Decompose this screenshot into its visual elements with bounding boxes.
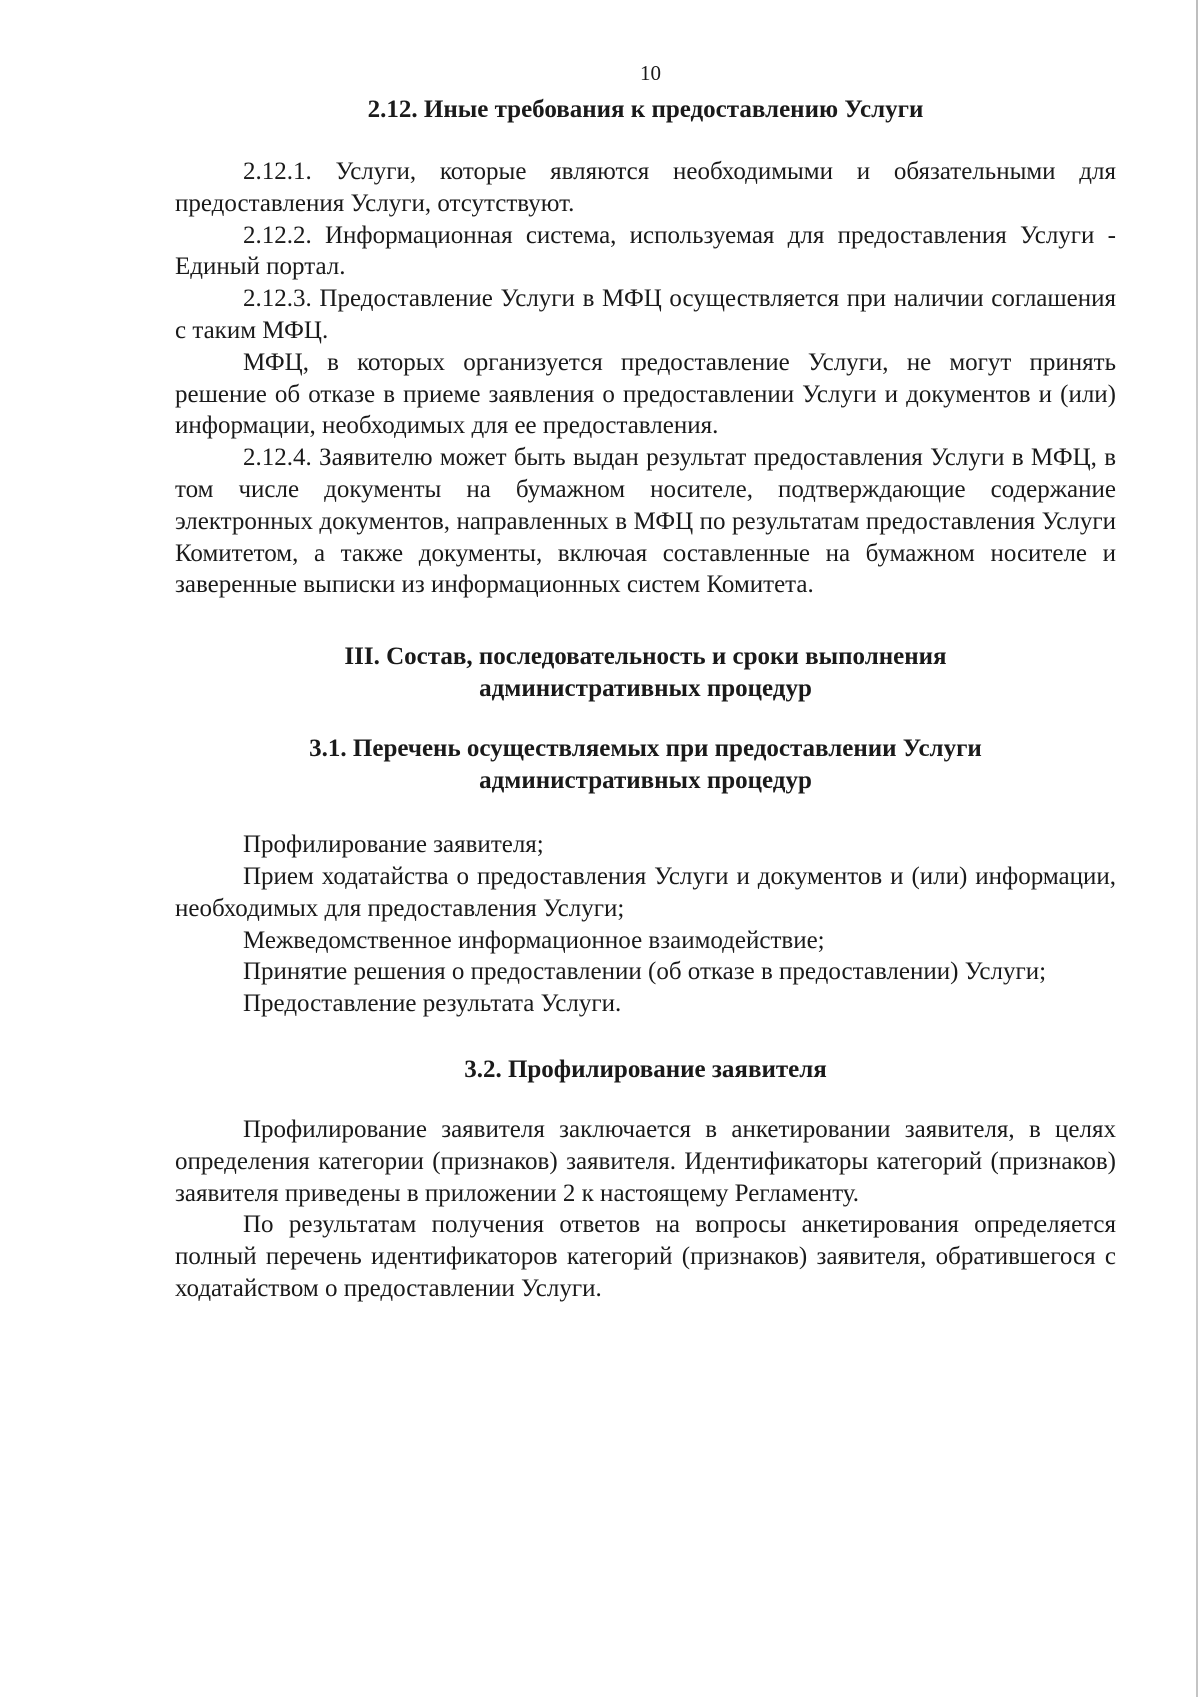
procedure-list-item: Прием ходатайства о предоставления Услуги и документов и (или) информации, необходимых для предоставления Услуги; xyxy=(175,862,1116,922)
procedure-list-item: Профилирование заявителя; xyxy=(243,831,544,859)
section-3-1-heading xyxy=(175,733,1116,797)
section-3-heading-line-2: административных процедур xyxy=(479,675,812,703)
section-3-heading xyxy=(175,641,1116,705)
paragraph-profiling-result: По результатам получения ответов на вопросы анкетирования определяется полный перечень идентификаторов категорий (признаков) заявителя, обратившегося с ходатайством о предоставлении Услуги. xyxy=(175,1211,1116,1302)
paragraph-mfc-refusal: МФЦ, в которых организуется предоставление Услуги, не могут принять решение об отказе в приеме заявления о предоставлении Услуги и документов и (или) информации, необходимых для ее предоставления. xyxy=(175,348,1116,440)
section-2-12-heading: 2.12. Иные требования к предоставлению Услуги xyxy=(367,96,924,123)
section-3-1-heading-line-1: 3.1. Перечень осуществляемых при предоставлении Услуги xyxy=(309,735,982,763)
procedure-list-item: Принятие решения о предоставлении (об отказе в предоставлении) Услуги; xyxy=(243,958,1047,986)
section-3-2-heading: 3.2. Профилирование заявителя xyxy=(464,1055,827,1083)
paragraph-2-12-3: 2.12.3. Предоставление Услуги в МФЦ осуществляется при наличии соглашения с таким МФЦ. xyxy=(175,285,1116,344)
section-3-heading-line-1: III. Состав, последовательность и сроки выполнения xyxy=(344,643,947,671)
paragraph-2-12-2: 2.12.2. Информационная система, используемая для предоставления Услуги - Единый портал. xyxy=(175,221,1116,281)
section-3-1-heading-line-2: административных процедур xyxy=(479,767,812,795)
page-number: 10 xyxy=(640,61,661,85)
procedure-list-item: Предоставление результата Услуги. xyxy=(243,990,622,1018)
paragraph-2-12-4: 2.12.4. Заявителю может быть выдан результат предоставления Услуги в МФЦ, в том числе документы на бумажном носителе, подтверждающие содержание электронных документов, направленных в МФЦ по результатам предоставления Услуги Комитетом, а также документы, включая составленные на бумажном носителе и заверенные выписки из информационных систем Комитета. xyxy=(175,444,1116,599)
procedure-list-item: Межведомственное информационное взаимодействие; xyxy=(243,926,825,954)
paragraph-profiling-definition: Профилирование заявителя заключается в анкетировании заявителя, в целях определения категории (признаков) заявителя. Идентификаторы категорий (признаков) заявителя приведены в приложении 2 к настоящему Регламенту. xyxy=(175,1115,1116,1207)
paragraph-2-12-1: 2.12.1. Услуги, которые являются необходимыми и обязательными для предоставления Услуги, отсутствуют. xyxy=(175,158,1116,217)
scan-edge-line xyxy=(1196,0,1198,1697)
